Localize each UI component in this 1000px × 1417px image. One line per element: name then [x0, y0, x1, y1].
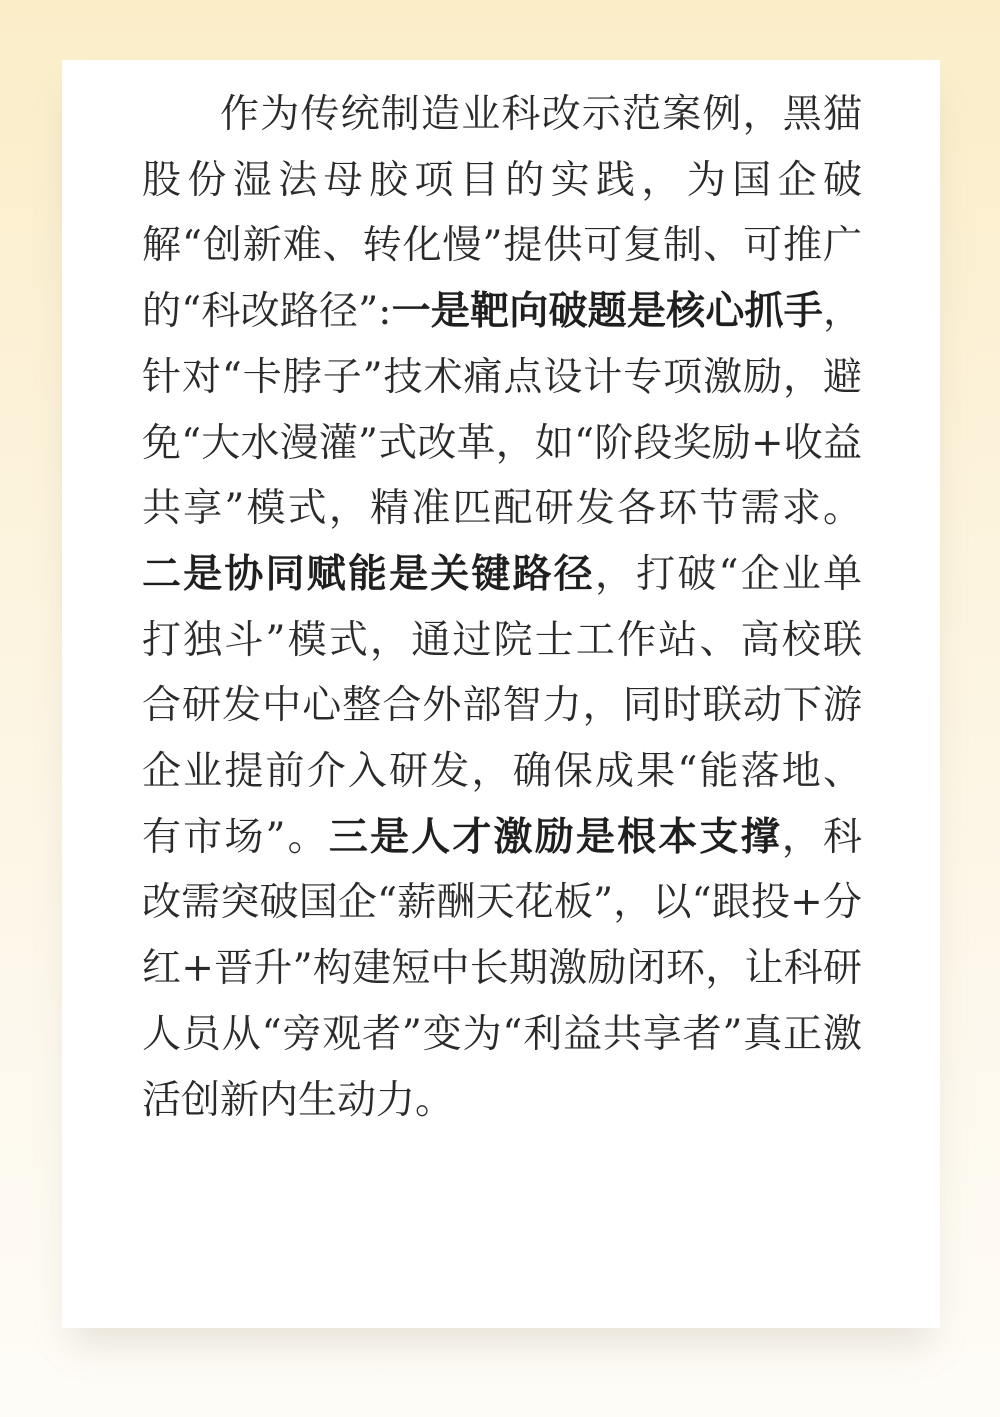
point-two-body: ，打破“企业单打独斗”模式，通过院士工作站、高校联合研发中心整合外部智力，同时联动下游企业提前介入研发，确保成果“能落地、有市场”。 [142, 551, 862, 860]
article-intro: 作为传统制造业科改示范案例，黑猫股份湿法母胶项目的实践，为国企破解“创新难、转化慢”提供可复制、可推广的“科改路径”: [142, 92, 862, 335]
point-one-body: ，针对“卡脖子”技术痛点设计专项激励，避免“大水漫灌”式改革，如“阶段奖励+收益共享”模式，精准匹配研发各环节需求。 [142, 289, 862, 532]
point-two-heading: 二是协同赋能是关键路径 [142, 551, 595, 597]
point-three-heading: 三是人才激励是根本支撑 [328, 814, 782, 860]
article-paragraph [142, 82, 862, 1133]
article-card [62, 60, 940, 1328]
point-three-body: ，科改需突破国企“薪酬天花板”，以“跟投+分红+晋升”构建短中长期激励闭环，让科研人员从“旁观者”变为“利益共享者”真正激活创新内生动力。 [142, 814, 862, 1123]
point-one-heading: 一是靶向破题是核心抓手 [391, 289, 823, 335]
